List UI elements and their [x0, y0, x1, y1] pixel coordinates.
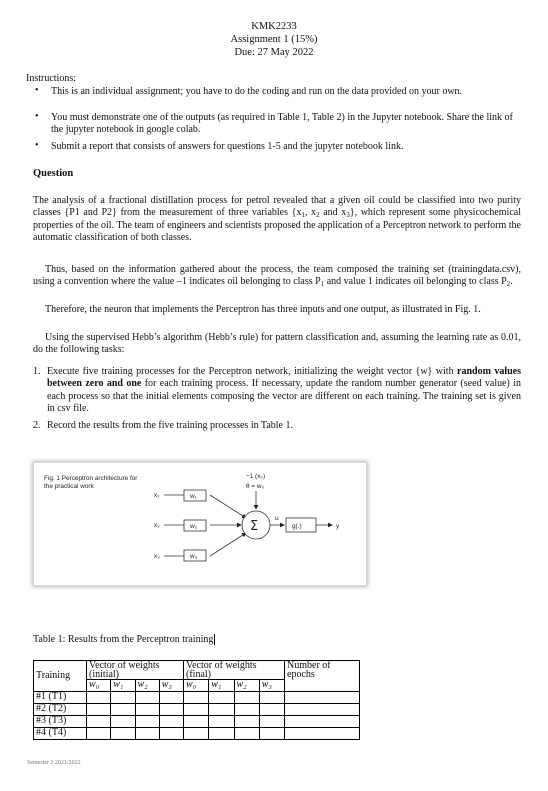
- perceptron-figure: [33, 462, 367, 586]
- weight-header: w₁: [209, 680, 234, 692]
- course-code: KMK2233: [251, 21, 297, 32]
- footer: Semester 2 2021/2022: [27, 760, 81, 766]
- weight-header: w₃: [259, 680, 284, 692]
- weight-header: w₁: [111, 680, 135, 692]
- row-label: #1 (T1): [34, 692, 87, 704]
- figure-caption: Fig. 1 Perceptron architecture for the practical work: [44, 475, 138, 490]
- instruction-item: This is an individual assignment; you have to do the coding and run on the data provided on your own.: [51, 86, 463, 97]
- activation-label: g(.): [292, 523, 302, 530]
- sigma-icon: Σ: [250, 519, 259, 534]
- question-paragraph-1: The analysis of a fractional distillation process for petrol revealed that a given oil could be classified into two purity classes {P1 and P2} from the measurement of three variables {$x_1$, $x_2$ and $x_3$}, which represent some physicochemical properties of the oil. The team of engineers and scientists proposed the application of a Perceptron network to perform the automatic classification of both classes.: [33, 195, 521, 243]
- col-header-epochs: Number of epochs: [285, 661, 360, 692]
- input-label: x₃: [154, 553, 160, 560]
- col-header-training: Training: [34, 661, 87, 692]
- theta-label: θ = w₀: [246, 483, 265, 490]
- instruction-item: You must demonstrate one of the outputs (as required in Table 1, Table 2) in the Jupyter notebook. Share the link of the jupyter notebook in google colab.: [51, 112, 513, 136]
- col-header-final: Vector of weights (final): [184, 661, 285, 680]
- question-heading: Question: [33, 168, 74, 179]
- weight-label: w₁: [190, 493, 197, 500]
- weight-header: w₂: [234, 680, 259, 692]
- weight-header: w₂: [135, 680, 159, 692]
- task-2: Record the results from the five training processes in Table 1.: [47, 420, 293, 431]
- weight-header: w₀: [87, 680, 111, 692]
- weight-label: w₃: [190, 553, 198, 560]
- instructions-heading: Instructions:: [26, 73, 76, 84]
- bullet-icon: •: [35, 111, 39, 122]
- table-caption: Table 1: Results from the Perceptron training: [33, 634, 214, 645]
- table-row: [34, 692, 360, 704]
- instruction-item: Submit a report that consists of answers for questions 1-5 and the jupyter notebook link.: [51, 141, 404, 152]
- bias-label: −1 (x₀): [246, 473, 266, 480]
- question-paragraph-3: Therefore, the neuron that implements the Perceptron has three inputs and one output, as illustrated in Fig. 1.: [45, 304, 481, 315]
- table-row: [34, 716, 360, 728]
- input-label: x₁: [154, 492, 160, 499]
- perceptron-diagram: [34, 463, 366, 585]
- row-label: #2 (T2): [34, 704, 87, 716]
- assignment-title: Assignment 1 (15%): [230, 34, 318, 45]
- weight-label: w₂: [190, 523, 198, 530]
- task-number: 2.: [33, 420, 41, 431]
- table-row: [34, 704, 360, 716]
- bullet-icon: •: [35, 140, 39, 151]
- task-1: Execute five training processes for the Perceptron network, initializing the weight vector {w} with random values between zero and one for each training process. If necessary, update the random number generator (seed value) in each process so that the initial elements composing the vector are different on each training. The training set is given in csv file.: [47, 366, 522, 414]
- input-label: x₂: [154, 522, 160, 529]
- row-label: #4 (T4): [34, 728, 87, 740]
- u-label: u: [275, 515, 279, 522]
- row-label: #3 (T3): [34, 716, 87, 728]
- weight-header: w₀: [184, 680, 209, 692]
- task-number: 1.: [33, 366, 41, 377]
- due-date: Due: 27 May 2022: [234, 47, 314, 58]
- question-paragraph-4: Using the supervised Hebb’s algorithm (Hebb’s rule) for pattern classification and, assuming the learning rate as 0.01, do the following tasks:: [33, 332, 521, 356]
- col-header-initial: Vector of weights (initial): [87, 661, 184, 680]
- output-label: y: [336, 523, 340, 530]
- table-row: [34, 728, 360, 740]
- bullet-icon: •: [35, 85, 39, 96]
- weight-header: w₃: [159, 680, 183, 692]
- results-table: [33, 660, 360, 740]
- question-paragraph-2: Thus, based on the information gathered about the process, the team composed the training set (trainingdata.csv), using a convention where the value –1 indicates oil belonging to class $P_1$ and value 1 indicates oil belonging to class $P_2$.: [33, 264, 521, 289]
